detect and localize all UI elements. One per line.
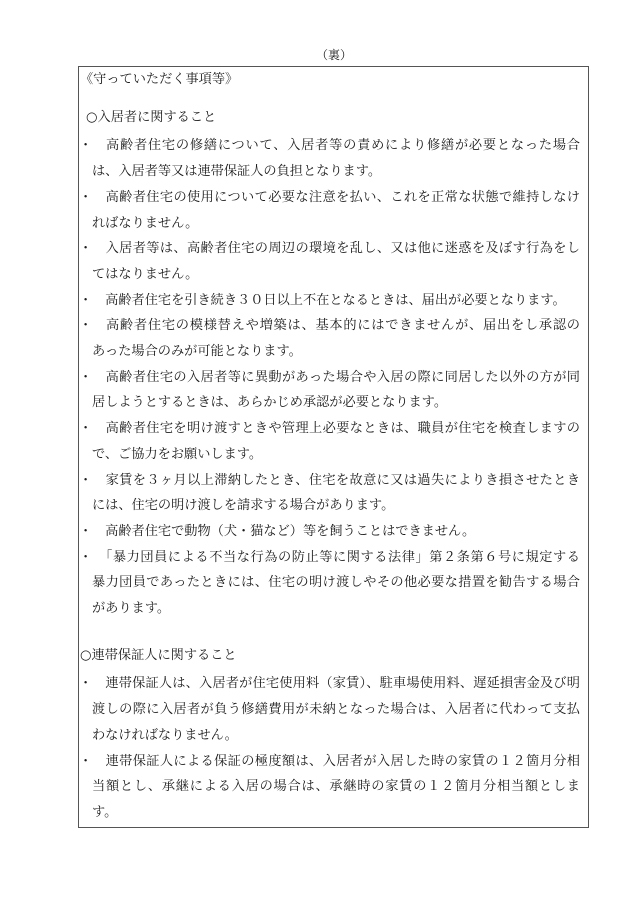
item-line: 暴力団員であったときには、住宅の明け渡しやその他必要な措置を勧告する場合 [92, 575, 580, 591]
list-item [79, 236, 588, 287]
item-line: 「暴力団員による不当な行為の防止等に関する法律」第２条第６号に規定する [92, 549, 580, 565]
list-item [79, 185, 588, 236]
document-frame [78, 66, 589, 828]
page-side-label: （裏） [316, 48, 353, 62]
bullet-mark: ・ [79, 421, 93, 437]
item-line: 連帯保証人による保証の極度額は、入居者が入居した時の家賃の１２箇月分相 [92, 753, 580, 769]
bullet-mark: ・ [79, 676, 93, 692]
item-line: 家賃を３ヶ月以上滞納したとき、住宅を故意に又は過失によりき損させたとき [92, 472, 580, 488]
list-item [79, 133, 588, 184]
item-line: 高齢者住宅の使用について必要な注意を払い、これを正常な状態で維持しなけ [92, 189, 580, 205]
item-line: 連帯保証人は、入居者が住宅使用料（家賃）、駐車場使用料、遅延損害金及び明 [92, 676, 580, 692]
bullet-mark: ・ [79, 523, 93, 539]
bullet-mark: ・ [79, 369, 93, 385]
item-line: 高齢者住宅の模様替えや増築は、基本的にはできませんが、届出をし承認の [92, 318, 580, 334]
list-item [79, 671, 588, 748]
section-heading-tenant: ○入居者に関すること [86, 109, 217, 125]
bullet-mark: ・ [79, 138, 93, 154]
item-line: は、入居者等又は連帯保証人の負担となります。 [92, 164, 382, 180]
item-line: あった場合のみが可能となります。 [92, 344, 302, 360]
bullet-mark: ・ [79, 318, 93, 334]
list-item [79, 365, 588, 416]
bullet-mark: ・ [79, 189, 93, 205]
item-line: 高齢者住宅の修繕について、入居者等の責めにより修繕が必要となった場合 [92, 138, 580, 154]
item-line: 高齢者住宅を引き続き３０日以上不在となるときは、届出が必要となります。 [92, 292, 566, 308]
item-line: 高齢者住宅を明け渡すときや管理上必要なときは、職員が住宅を検査しますの [92, 421, 580, 437]
list-item [79, 519, 588, 545]
list-item [79, 545, 588, 622]
list-item [79, 313, 588, 364]
list-item [79, 749, 588, 826]
guarantor-rules-list [79, 671, 588, 825]
item-line: 高齢者住宅で動物（犬・猫など）等を飼うことはできません。 [92, 523, 476, 539]
item-line: 入居者等は、高齢者住宅の周辺の環境を乱し、又は他に迷惑を及ぼす行為をし [92, 241, 580, 257]
bullet-mark: ・ [79, 549, 93, 565]
item-line: わなければなりません。 [92, 727, 238, 743]
list-item [79, 416, 588, 467]
list-item [79, 468, 588, 519]
tenant-rules-list [79, 133, 588, 621]
item-line: てはなりません。 [92, 266, 199, 282]
bullet-mark: ・ [79, 241, 93, 257]
item-line: ればなりません。 [92, 215, 199, 231]
item-line: 高齢者住宅の入居者等に異動があった場合や入居の際に同居した以外の方が同 [92, 369, 580, 385]
bullet-mark: ・ [79, 292, 93, 308]
item-line: 渡しの際に入居者が負う修繕費用が未納となった場合は、入居者に代わって支払 [92, 702, 580, 718]
section-title: 《守っていただく事項等》 [80, 72, 239, 87]
bullet-mark: ・ [79, 753, 93, 769]
item-line: す。 [92, 804, 118, 820]
item-line: 居しようとするときは、あらかじめ承認が必要となります。 [92, 395, 448, 411]
bullet-mark: ・ [79, 472, 93, 488]
item-line: があります。 [92, 601, 171, 617]
item-line: 当額とし、承継による入居の場合は、承継時の家賃の１２箇月分相当額としま [92, 779, 580, 795]
section-heading-guarantor: ○連帯保証人に関すること [80, 647, 237, 663]
list-item [79, 288, 588, 314]
item-line: には、住宅の明け渡しを請求する場合があります。 [92, 498, 395, 514]
item-line: で、ご協力をお願いします。 [92, 446, 263, 462]
